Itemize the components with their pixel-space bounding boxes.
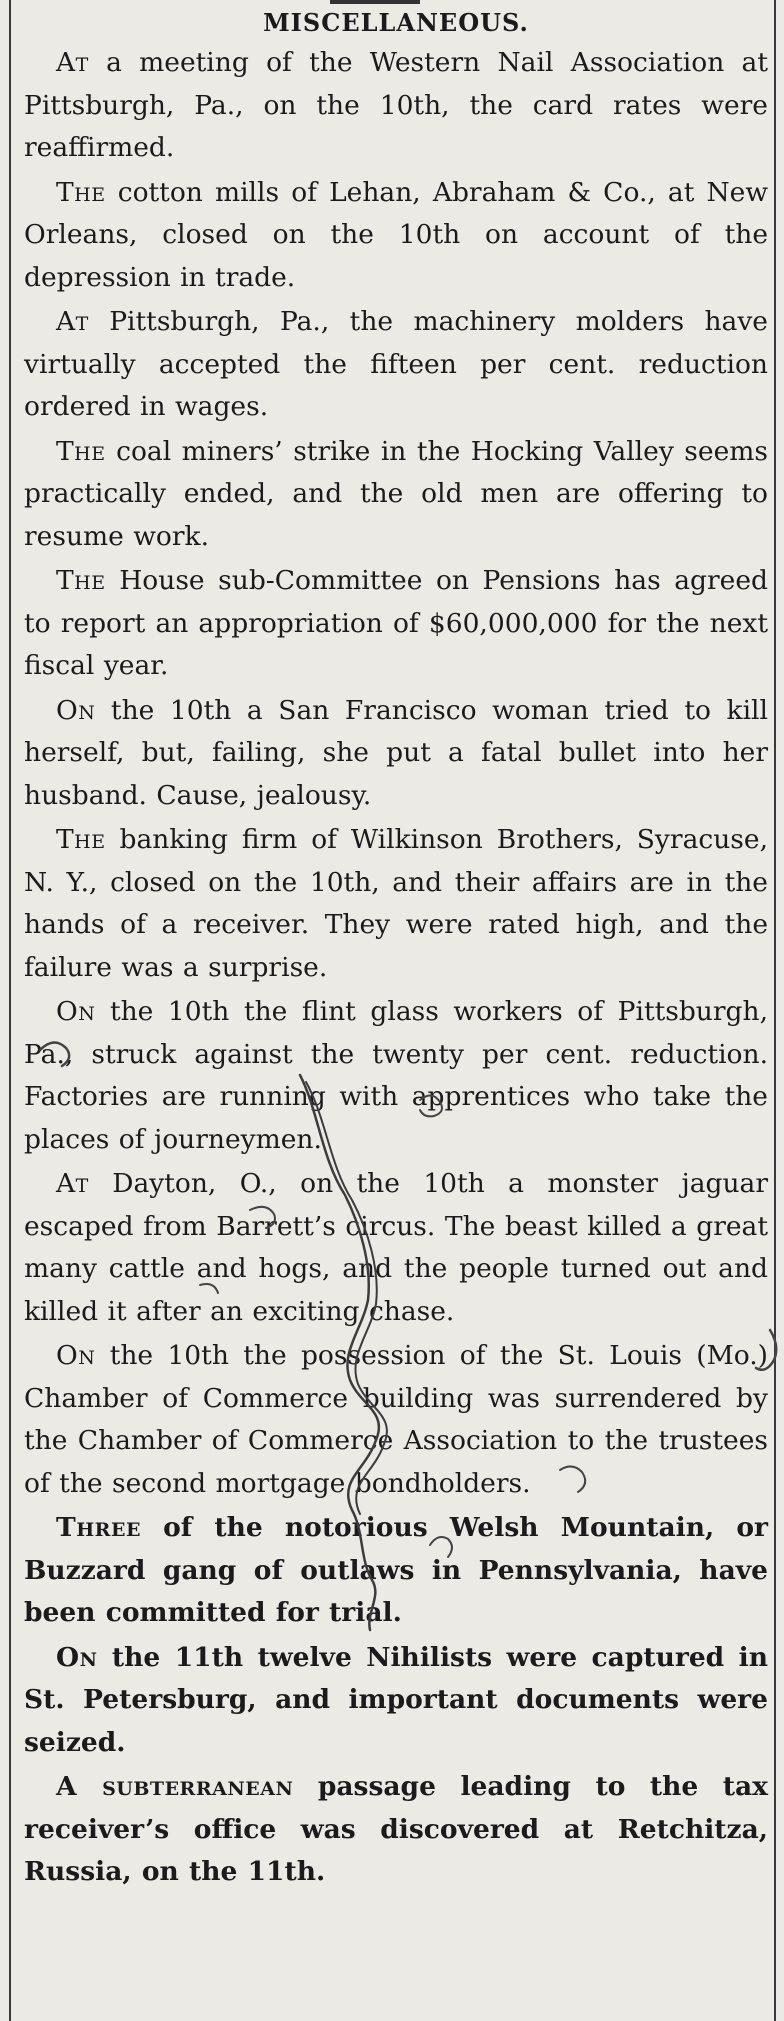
news-item <box>24 1507 768 1635</box>
item-lead: A subterranean <box>56 1771 294 1802</box>
news-column <box>24 6 768 1896</box>
news-item <box>24 1637 768 1765</box>
item-text: Pittsburgh, Pa., the machinery molders have virtually accepted the fifteen per cent. reduction ordered in wages. <box>24 306 768 422</box>
news-item <box>24 560 768 688</box>
item-text: passage leading to the tax receiver’s office was discovered at Retchitza, Russia, on the 11th. <box>24 1771 768 1887</box>
item-lead: On <box>56 1641 98 1673</box>
item-lead: The <box>56 176 106 208</box>
item-text: a meeting of the Western Nail Association at Pittsburgh, Pa., on the 10th, the card rates were reaffirmed. <box>24 47 768 163</box>
item-text: Dayton, O., on the 10th a monster jaguar escaped from Barrett’s circus. The beast killed a great many cattle and hogs, and the people turned out and killed it after an exciting chase. <box>24 1168 768 1327</box>
item-lead: The <box>56 565 106 596</box>
item-text: banking firm of Wilkinson Brothers, Syracuse, N. Y., closed on the 10th, and their affairs are in the hands of a receiver. They were rated high, and the failure was a surprise. <box>24 824 768 983</box>
news-item <box>24 1766 768 1894</box>
item-lead: On <box>56 996 96 1027</box>
item-text: coal miners’ strike in the Hocking Valley seems practically ended, and the old men are offering to resume work. <box>24 435 768 552</box>
news-item <box>24 42 768 170</box>
item-lead: On <box>56 694 96 726</box>
item-lead: On <box>56 1340 96 1371</box>
top-rule <box>330 0 420 4</box>
item-text: the 10th a San Francisco woman tried to kill herself, but, failing, she put a fatal bullet into her husband. Cause, jealousy. <box>24 694 768 811</box>
item-text: House sub-Committee on Pensions has agreed to report an appropriation of $60,000,000 for the next fiscal year. <box>24 565 768 681</box>
column-rule-left <box>9 0 11 2021</box>
news-item <box>24 991 768 1161</box>
item-lead: At <box>56 47 89 78</box>
news-item <box>24 301 768 429</box>
item-lead: At <box>56 306 89 337</box>
item-text: the 10th the flint glass workers of Pittsburgh, Pa., struck against the twenty per cent. reduction. Factories are running with apprentices who take the places of journeymen. <box>24 996 768 1155</box>
news-item <box>24 690 768 818</box>
column-rule-right <box>774 0 776 2021</box>
news-item <box>24 1163 768 1333</box>
section-heading: MISCELLANEOUS. <box>263 8 529 37</box>
item-lead: Three <box>56 1512 141 1543</box>
item-text: the 10th the possession of the St. Louis (Mo.) Chamber of Commerce building was surrendered by the Chamber of Commerce Association to the trustees of the second mortgage bondholders. <box>24 1340 768 1499</box>
item-lead: At <box>56 1168 89 1199</box>
item-text: the 11th twelve Nihilists were captured in St. Petersburg, and important documents were seized. <box>24 1641 768 1758</box>
item-text: cotton mills of Lehan, Abraham & Co., at New Orleans, closed on the 10th on account of the depression in trade. <box>24 176 768 293</box>
item-lead: The <box>56 435 106 467</box>
news-item <box>24 431 768 559</box>
news-item <box>24 1335 768 1505</box>
item-lead: The <box>56 824 106 855</box>
news-item <box>24 819 768 989</box>
news-item <box>24 172 768 300</box>
item-text: of the notorious Welsh Mountain, or Buzzard gang of outlaws in Pennsylvania, have been committed for trial. <box>24 1512 768 1628</box>
